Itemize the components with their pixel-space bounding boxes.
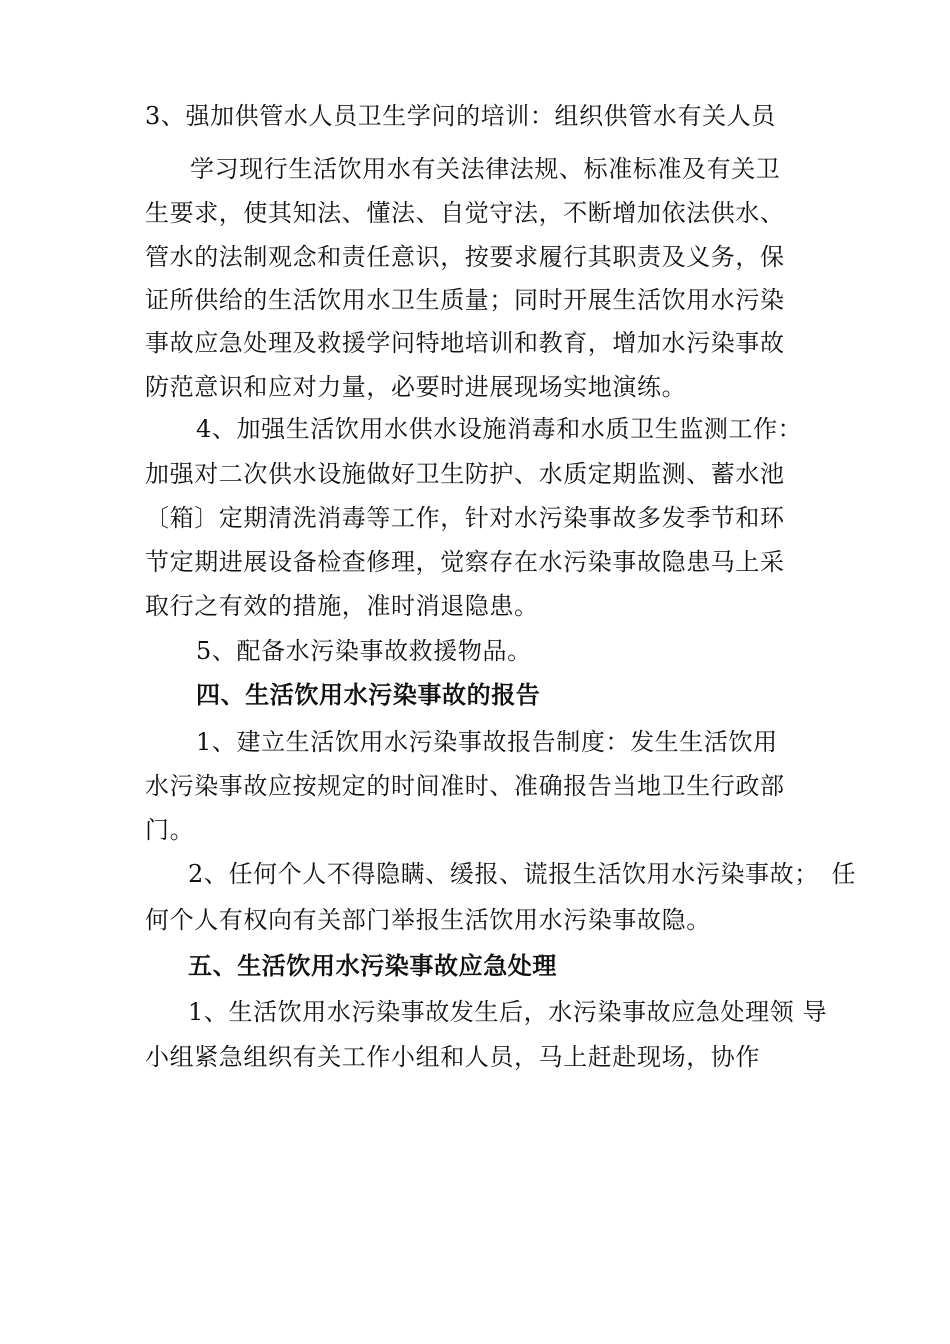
text-line: 小组紧急组织有关工作小组和人员，马上赶赴现场，协作 bbox=[145, 1043, 760, 1071]
section-heading: 四、生活饮用水污染事故的报告 bbox=[196, 681, 541, 709]
text-line: 水污染事故应按规定的时间准时、准确报告当地卫生行政部 bbox=[145, 772, 785, 800]
text-line: 事故应急处理及救援学问特地培训和教育，增加水污染事故 bbox=[145, 329, 785, 357]
text-line: 节定期进展设备检查修理，觉察存在水污染事故隐患马上采 bbox=[145, 548, 785, 576]
text-line: 防范意识和应对力量，必要时进展现场实地演练。 bbox=[145, 373, 687, 401]
text-line: 生要求，使其知法、懂法、自觉守法，不断增加依法供水、 bbox=[145, 199, 785, 227]
text-line: 管水的法制观念和责任意识，按要求履行其职责及义务，保 bbox=[145, 243, 785, 271]
text-line: 何个人有权向有关部门举报生活饮用水污染事故隐。 bbox=[145, 906, 711, 934]
text-line: 1、建立生活饮用水污染事故报告制度：发生生活饮用 bbox=[196, 728, 778, 756]
text-line: 4、加强生活饮用水供水设施消毒和水质卫生监测工作： bbox=[196, 415, 803, 443]
text-line: 1、生活饮用水污染事故发生后，水污染事故应急处理领 导 bbox=[188, 998, 828, 1026]
section-heading: 五、生活饮用水污染事故应急处理 bbox=[188, 952, 557, 980]
text-line: 〔箱〕定期清洗消毒等工作，针对水污染事故多发季节和环 bbox=[145, 504, 785, 532]
text-line: 2、任何个人不得隐瞒、缓报、谎报生活饮用水污染事故； 任 bbox=[188, 860, 857, 888]
text-line: 取行之有效的措施，准时消退隐患。 bbox=[145, 592, 539, 620]
text-line: 证所供给的生活饮用水卫生质量；同时开展生活饮用水污染 bbox=[145, 286, 785, 314]
text-line: 学习现行生活饮用水有关法律法规、标准标准及有关卫 bbox=[190, 155, 781, 183]
text-line: 加强对二次供水设施做好卫生防护、水质定期监测、蓄水池 bbox=[145, 460, 785, 488]
text-line: 门。 bbox=[145, 816, 195, 844]
text-line: 3、强加供管水人员卫生学问的培训：组织供管水有关人员 bbox=[145, 102, 776, 130]
text-line: 5、配备水污染事故救援物品。 bbox=[196, 637, 532, 665]
